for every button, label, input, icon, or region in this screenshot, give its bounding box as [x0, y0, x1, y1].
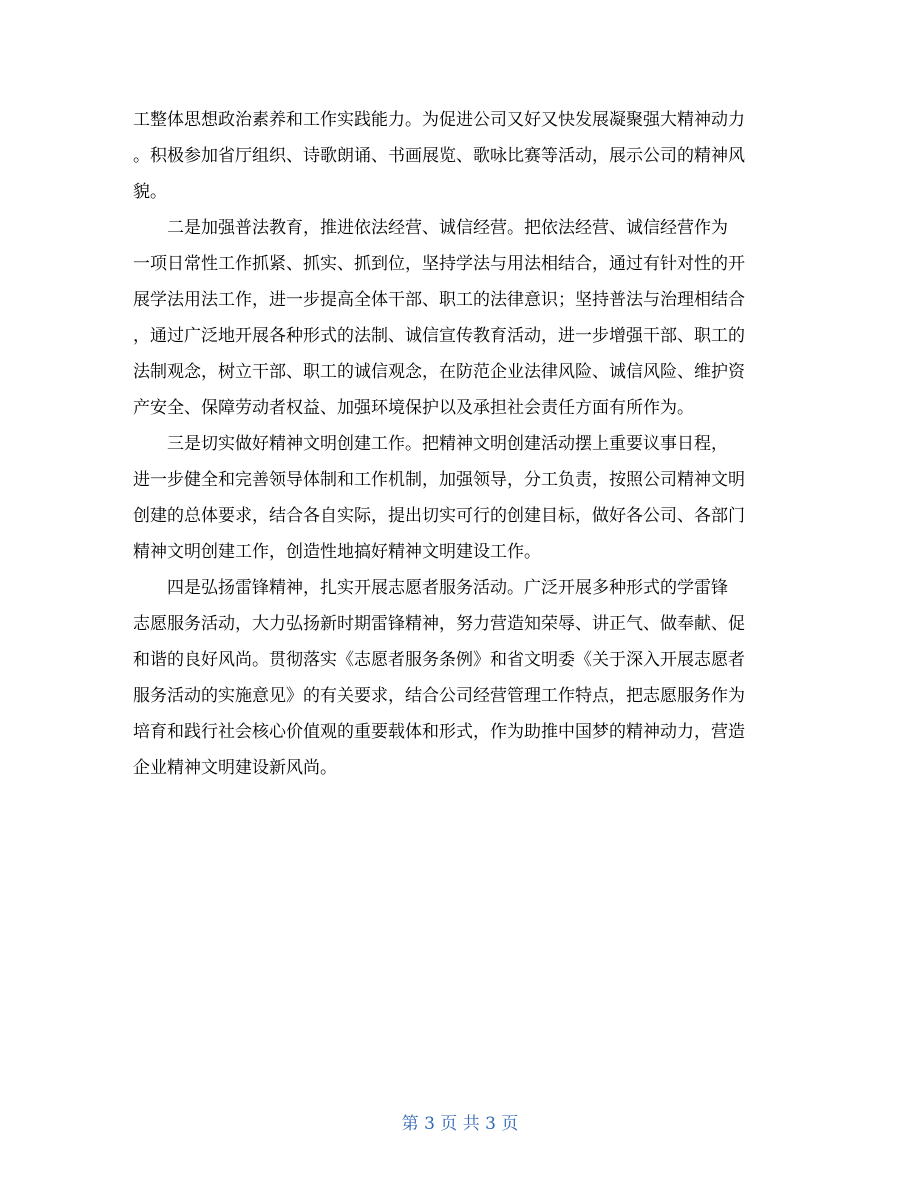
- text-line: 企业精神文明建设新风尚。: [133, 758, 337, 778]
- text-line: ，通过广泛地开展各种形式的法制、诚信宣传教育活动，进一步增强干部、职工的: [133, 326, 745, 346]
- body-text: [133, 102, 813, 786]
- paragraph-first-line: 三是切实做好精神文明创建工作。把精神文明创建活动摆上重要议事日程，: [133, 434, 728, 454]
- text-line: 进一步健全和完善领导体制和工作机制，加强领导，分工负责，按照公司精神文明: [133, 470, 745, 490]
- text-line: 貌。: [133, 182, 167, 202]
- paragraph-first-line: 二是加强普法教育，推进依法经营、诚信经营。把依法经营、诚信经营作为: [133, 218, 728, 238]
- text-line: 和谐的良好风尚。贯彻落实《志愿者服务条例》和省文明委《关于深入开展志愿者: [133, 650, 745, 670]
- text-line: 创建的总体要求，结合各自实际，提出切实可行的创建目标，做好各公司、各部门: [133, 506, 745, 526]
- text-line: 服务活动的实施意见》的有关要求，结合公司经营管理工作特点，把志愿服务作为: [133, 686, 745, 706]
- text-line: 志愿服务活动，大力弘扬新时期雷锋精神，努力营造知荣辱、讲正气、做奉献、促: [133, 614, 745, 634]
- text-line: 工整体思想政治素养和工作实践能力。为促进公司又好又快发展凝聚强大精神动力: [133, 110, 745, 130]
- paragraph-first-line: 四是弘扬雷锋精神，扎实开展志愿者服务活动。广泛开展多种形式的学雷锋: [133, 578, 728, 598]
- text-line: 培育和践行社会核心价值观的重要载体和形式，作为助推中国梦的精神动力，营造: [133, 722, 745, 742]
- page-number-footer: 第 3 页 共 3 页: [401, 1114, 519, 1134]
- text-line: 产安全、保障劳动者权益、加强环境保护以及承担社会责任方面有所作为。: [133, 398, 694, 418]
- text-line: 。积极参加省厅组织、诗歌朗诵、书画展览、歌咏比赛等活动，展示公司的精神风: [133, 146, 745, 166]
- text-line: 一项日常性工作抓紧、抓实、抓到位，坚持学法与用法相结合，通过有针对性的开: [133, 254, 745, 274]
- text-line: 精神文明创建工作，创造性地搞好精神文明建设工作。: [133, 542, 541, 562]
- text-line: 展学法用法工作，进一步提高全体干部、职工的法律意识；坚持普法与治理相结合: [133, 290, 745, 310]
- text-line: 法制观念，树立干部、职工的诚信观念，在防范企业法律风险、诚信风险、维护资: [133, 362, 745, 382]
